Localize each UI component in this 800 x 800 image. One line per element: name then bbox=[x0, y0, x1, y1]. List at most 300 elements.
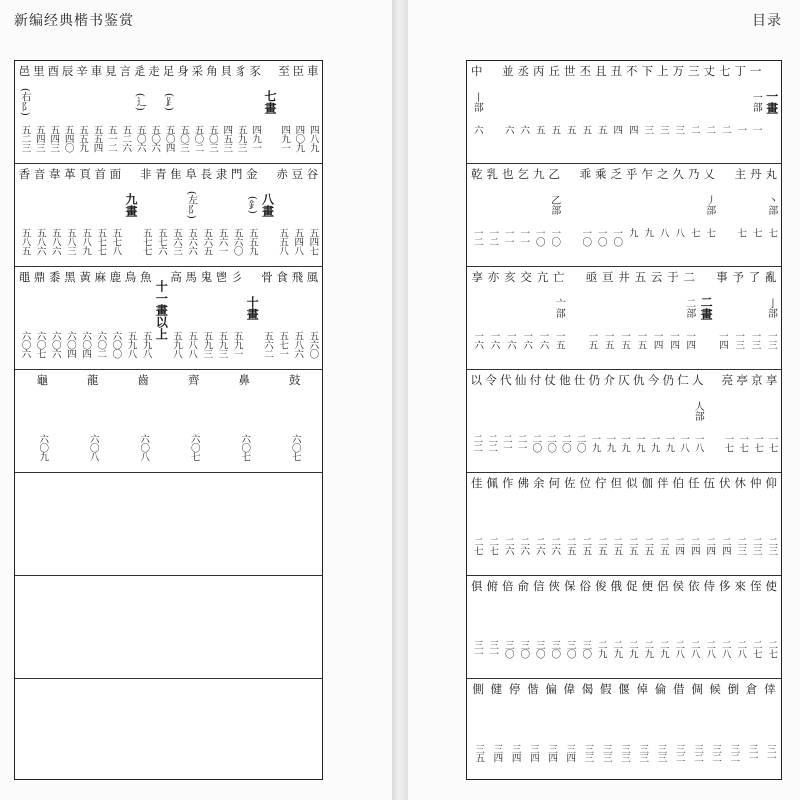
entry-character: 仇 bbox=[632, 373, 645, 387]
index-entry bbox=[516, 64, 532, 163]
index-entry bbox=[764, 579, 780, 678]
page-number: 五八三 bbox=[64, 228, 76, 255]
radical-label: (⻌) bbox=[134, 92, 146, 111]
index-entry bbox=[485, 167, 501, 266]
page-number: 五八六 bbox=[49, 228, 61, 255]
index-entry bbox=[229, 270, 244, 369]
page-number: 一六 bbox=[521, 331, 533, 349]
entry-character: 事 bbox=[716, 270, 728, 284]
entry-character: 偃 bbox=[618, 682, 630, 696]
page-number: 二五 bbox=[611, 537, 623, 555]
index-entry bbox=[624, 167, 640, 266]
entry-character: 且 bbox=[595, 64, 607, 78]
page-number: 一 bbox=[750, 125, 762, 134]
index-entry bbox=[624, 476, 640, 575]
page-number: 三三 bbox=[637, 744, 649, 762]
entry-character: 乞 bbox=[517, 167, 529, 181]
index-entry bbox=[688, 682, 706, 782]
entry-character: 佇 bbox=[595, 476, 607, 490]
entry-character: 介 bbox=[603, 373, 615, 387]
entry-character: 豸 bbox=[234, 64, 247, 78]
index-row-band bbox=[15, 473, 322, 576]
page-number: 一〇 bbox=[533, 228, 545, 246]
page-number: 六〇八 bbox=[87, 434, 99, 461]
running-head-book-title: 新编经典楷书鉴赏 bbox=[14, 13, 134, 29]
entry-character: 候 bbox=[709, 682, 721, 696]
entry-character: 仕 bbox=[573, 373, 586, 387]
entry-character: 骨 bbox=[261, 270, 273, 284]
entry-character: 魚 bbox=[139, 270, 152, 284]
entry-character: 乃 bbox=[688, 167, 700, 181]
index-entry bbox=[500, 64, 516, 163]
index-entry bbox=[609, 167, 625, 266]
page-number: 三四 bbox=[509, 744, 521, 762]
index-entry bbox=[671, 476, 687, 575]
entry-character: 不 bbox=[626, 64, 638, 78]
entry-character: 頁 bbox=[79, 167, 91, 181]
entry-character: 來 bbox=[734, 579, 746, 593]
index-entry bbox=[513, 373, 528, 472]
index-entry bbox=[633, 682, 651, 782]
entry-character: 俱 bbox=[471, 579, 483, 593]
index-entry bbox=[199, 270, 214, 369]
entry-character: 井 bbox=[618, 270, 630, 284]
radical-label: 亅部 bbox=[765, 297, 777, 318]
page-number: 五二六 bbox=[120, 125, 132, 152]
page-number: 五九三 bbox=[235, 125, 247, 152]
page-number: 三四 bbox=[527, 744, 539, 762]
running-head-contents: 目录 bbox=[752, 13, 782, 29]
index-entry bbox=[640, 167, 656, 266]
entry-character: 伴 bbox=[657, 476, 669, 490]
page-number: 三二 bbox=[728, 744, 740, 762]
page-number: 一五 bbox=[635, 331, 647, 349]
index-entry bbox=[617, 373, 632, 472]
page-number: 二八 bbox=[719, 640, 731, 658]
page-number: 二八 bbox=[735, 640, 747, 658]
index-entry bbox=[587, 373, 602, 472]
page-number: 四 bbox=[626, 125, 638, 134]
index-entry bbox=[717, 579, 733, 678]
page-number: 三一 bbox=[471, 640, 483, 658]
page-number: 一七 bbox=[766, 434, 778, 452]
page-number: 五〇六 bbox=[149, 125, 161, 152]
index-entry bbox=[108, 167, 123, 266]
page-number: 二一 bbox=[515, 434, 527, 452]
page-number: 五九八 bbox=[171, 331, 183, 358]
entry-character: 人 bbox=[692, 373, 704, 387]
page-number: 五 bbox=[595, 125, 607, 134]
page-number: 五八五 bbox=[19, 228, 31, 255]
entry-character: 豆 bbox=[291, 167, 304, 181]
index-entry bbox=[717, 476, 733, 575]
page-number: 一九 bbox=[604, 434, 616, 452]
page-number: 五〇三 bbox=[206, 125, 218, 152]
index-entry bbox=[651, 682, 669, 782]
index-entry bbox=[93, 270, 108, 369]
index-table-right bbox=[466, 60, 782, 780]
entry-character: 于 bbox=[667, 270, 679, 284]
entry-character: 偈 bbox=[581, 682, 594, 696]
index-entry bbox=[516, 579, 532, 678]
entry-character: 任 bbox=[688, 476, 700, 490]
page-number: 三〇 bbox=[549, 640, 561, 658]
page-number: 三〇 bbox=[564, 640, 576, 658]
page-number: 一九 bbox=[648, 434, 660, 452]
radical-label: 一部 bbox=[750, 91, 762, 112]
entry-character: 黃 bbox=[79, 270, 91, 284]
index-entry bbox=[169, 373, 220, 472]
page-number: 五七八 bbox=[110, 228, 122, 255]
stroke-heading-text: 一畫 bbox=[764, 89, 779, 114]
page-number: 五五九 bbox=[77, 125, 89, 152]
page-number: 六 bbox=[518, 125, 530, 134]
entry-character: 位 bbox=[579, 476, 591, 490]
entry-character: 信 bbox=[533, 579, 545, 593]
index-entry bbox=[184, 167, 199, 266]
entry-character: 也 bbox=[502, 167, 514, 181]
entry-character: 丸 bbox=[765, 167, 777, 181]
page-number: 一三 bbox=[733, 331, 745, 349]
index-row-band bbox=[467, 164, 781, 267]
left-page bbox=[0, 0, 392, 800]
page-number: 八 bbox=[673, 228, 685, 237]
page-number: 一〇 bbox=[611, 228, 623, 246]
page-number: 五四七 bbox=[307, 228, 319, 255]
entry-character: 麻 bbox=[94, 270, 106, 284]
index-entry bbox=[597, 682, 615, 782]
stroke-count-heading bbox=[262, 64, 276, 163]
index-entry bbox=[578, 476, 594, 575]
page-number: 二五 bbox=[580, 537, 592, 555]
index-row-band bbox=[467, 61, 781, 164]
entry-character: 長 bbox=[200, 167, 213, 181]
entry-character: 俊 bbox=[595, 579, 607, 593]
index-entry bbox=[702, 579, 718, 678]
index-entry bbox=[733, 476, 749, 575]
page-number: 四八九 bbox=[307, 125, 319, 152]
page-number: 一九 bbox=[633, 434, 645, 452]
index-entry bbox=[516, 167, 532, 266]
entry-character: 身 bbox=[177, 64, 189, 78]
index-entry bbox=[469, 167, 485, 266]
entry-character: 亂 bbox=[765, 270, 777, 284]
page-number: 五二三 bbox=[19, 125, 31, 152]
index-entry bbox=[578, 579, 594, 678]
right-page bbox=[408, 0, 800, 800]
radical-label: 人部 bbox=[692, 400, 704, 421]
entry-character: 侍 bbox=[703, 579, 715, 593]
page-number: 一二 bbox=[471, 228, 483, 246]
page-number: 三三 bbox=[655, 744, 667, 762]
entry-character: 丞 bbox=[517, 64, 529, 78]
index-entry bbox=[93, 167, 108, 266]
index-entry bbox=[500, 167, 516, 266]
page-number: 一〇 bbox=[580, 228, 592, 246]
page-number: 一 bbox=[735, 125, 747, 134]
page-number: 五〇六 bbox=[134, 125, 146, 152]
index-entry bbox=[567, 270, 583, 369]
page-number: 二五 bbox=[626, 537, 638, 555]
page-number: 九 bbox=[642, 228, 654, 237]
index-entry bbox=[229, 167, 244, 266]
entry-character: 鬯 bbox=[215, 270, 228, 284]
entry-character: 假 bbox=[600, 682, 612, 696]
index-entry bbox=[578, 167, 594, 266]
page-number: 六〇六 bbox=[19, 331, 31, 358]
page-number: 一二 bbox=[487, 228, 499, 246]
page-number: 二〇 bbox=[530, 434, 542, 452]
stroke-heading-text: 九畫 bbox=[124, 192, 139, 217]
entry-character: 世 bbox=[564, 64, 576, 78]
entry-character: 健 bbox=[490, 682, 503, 696]
index-entry bbox=[219, 373, 270, 472]
entry-character: 倜 bbox=[691, 682, 703, 696]
page-number: 三〇 bbox=[580, 640, 592, 658]
entry-character: 二 bbox=[683, 270, 696, 284]
index-entry bbox=[531, 167, 547, 266]
page-number: 一七 bbox=[751, 434, 763, 452]
page-number: 二 bbox=[719, 125, 731, 134]
page-number: 二七 bbox=[766, 640, 778, 658]
entry-character: 万 bbox=[672, 64, 684, 78]
index-entry bbox=[89, 64, 103, 163]
page-number: 三一 bbox=[746, 744, 758, 762]
entry-character: 倬 bbox=[636, 682, 648, 696]
page-number: 五 bbox=[564, 125, 576, 134]
index-entry bbox=[531, 579, 547, 678]
entry-character: 鹿 bbox=[109, 270, 122, 284]
page-number: 五七一 bbox=[277, 331, 289, 358]
page-number: 二六 bbox=[518, 537, 530, 555]
page-number: 一九 bbox=[618, 434, 630, 452]
entry-character: 了 bbox=[748, 270, 761, 284]
index-row-band bbox=[467, 679, 781, 782]
page-number: 一五 bbox=[602, 331, 614, 349]
entry-character: 車 bbox=[307, 64, 319, 78]
index-entry bbox=[743, 682, 761, 782]
index-entry bbox=[593, 167, 609, 266]
entry-character: 伽 bbox=[641, 476, 653, 490]
page-number: 九 bbox=[626, 228, 638, 237]
entry-character: 臣 bbox=[292, 64, 305, 78]
index-row-band bbox=[15, 679, 322, 782]
entry-character: 依 bbox=[688, 579, 700, 593]
entry-character: 倍 bbox=[502, 579, 514, 593]
index-entry bbox=[123, 270, 138, 369]
entry-character: 辛 bbox=[76, 64, 88, 78]
index-entry bbox=[547, 64, 563, 163]
radical-label: 丶部 bbox=[765, 194, 777, 215]
index-entry bbox=[161, 64, 175, 163]
entry-character: 仍 bbox=[588, 373, 601, 387]
entry-character: 隹 bbox=[170, 167, 182, 181]
index-entry bbox=[748, 579, 764, 678]
page-number: 二五 bbox=[595, 537, 607, 555]
page-number: 五七七 bbox=[140, 228, 152, 255]
index-entry bbox=[108, 270, 123, 369]
index-entry bbox=[542, 682, 560, 782]
index-entry bbox=[600, 270, 616, 369]
index-entry bbox=[528, 373, 543, 472]
index-entry bbox=[706, 682, 724, 782]
page-number: 二五 bbox=[657, 537, 669, 555]
page-number: 一〇 bbox=[595, 228, 607, 246]
entry-character: 鬼 bbox=[200, 270, 213, 284]
entry-character: 俞 bbox=[517, 579, 529, 593]
page-number: 六〇〇 bbox=[110, 331, 122, 358]
index-entry bbox=[138, 270, 153, 369]
index-entry bbox=[505, 682, 523, 782]
entry-character: 仁 bbox=[677, 373, 689, 387]
index-entry bbox=[733, 579, 749, 678]
index-entry bbox=[670, 682, 688, 782]
page-number: 六 bbox=[502, 125, 514, 134]
page-number: 一八 bbox=[692, 434, 704, 452]
page-number: 五四三 bbox=[48, 125, 60, 152]
index-entry bbox=[640, 64, 656, 163]
entry-character: 仄 bbox=[618, 373, 630, 387]
index-entry bbox=[275, 167, 290, 266]
entry-character: 革 bbox=[64, 167, 76, 181]
index-row-band bbox=[467, 473, 781, 576]
index-entry bbox=[764, 373, 779, 472]
index-entry bbox=[68, 373, 119, 472]
page-number: 五九八 bbox=[125, 331, 137, 358]
entry-character: 高 bbox=[170, 270, 182, 284]
index-entry bbox=[469, 373, 484, 472]
entry-character: 鼓 bbox=[289, 373, 301, 387]
page-number: 五一二 bbox=[105, 125, 117, 152]
page-number: 一六 bbox=[472, 331, 484, 349]
page-number: 二八 bbox=[688, 640, 700, 658]
index-entry bbox=[78, 167, 93, 266]
page-number: 五五八 bbox=[277, 228, 289, 255]
entry-character: 采 bbox=[191, 64, 204, 78]
index-entry bbox=[290, 167, 305, 266]
page-number: 五六〇 bbox=[307, 331, 319, 358]
page-number: 一九 bbox=[663, 434, 675, 452]
page-number: 五四三 bbox=[33, 125, 45, 152]
stroke-count-heading bbox=[764, 64, 780, 163]
page-number: 二四 bbox=[719, 537, 731, 555]
index-entry bbox=[291, 64, 305, 163]
entry-character: 黽 bbox=[18, 270, 31, 284]
index-entry bbox=[469, 579, 485, 678]
entry-character: 伯 bbox=[672, 476, 684, 490]
page-number: 六〇七 bbox=[34, 331, 46, 358]
index-entry bbox=[655, 64, 671, 163]
index-entry bbox=[562, 476, 578, 575]
index-entry bbox=[578, 64, 594, 163]
page-number: 一五 bbox=[619, 331, 631, 349]
index-entry bbox=[714, 270, 730, 369]
index-entry bbox=[640, 579, 656, 678]
entry-character: 享 bbox=[471, 270, 483, 284]
entry-character: 一 bbox=[750, 64, 762, 78]
entry-character: 走 bbox=[148, 64, 160, 78]
page-number: 五九一 bbox=[231, 331, 243, 358]
entry-character: 伏 bbox=[719, 476, 731, 490]
page-number: 四五三 bbox=[221, 125, 233, 152]
index-entry bbox=[168, 270, 183, 369]
page-number: 六〇四 bbox=[80, 331, 92, 358]
entry-character: 阜 bbox=[185, 167, 197, 181]
index-entry bbox=[655, 579, 671, 678]
entry-character: 仰 bbox=[765, 476, 777, 490]
page-number: 三三 bbox=[600, 744, 612, 762]
index-entry bbox=[17, 167, 32, 266]
stroke-heading-text: 八畫 bbox=[260, 192, 275, 217]
index-entry bbox=[690, 373, 705, 472]
index-entry bbox=[676, 373, 691, 472]
entry-character: 言 bbox=[119, 64, 132, 78]
entry-character: 齒 bbox=[137, 373, 149, 387]
index-entry bbox=[62, 270, 77, 369]
index-row-band bbox=[467, 267, 781, 370]
page-number: 二四 bbox=[704, 537, 716, 555]
entry-character: 至 bbox=[278, 64, 290, 78]
index-entry bbox=[593, 579, 609, 678]
entry-character: 佛 bbox=[517, 476, 529, 490]
page-number: 二五 bbox=[564, 537, 576, 555]
index-entry bbox=[306, 64, 320, 163]
index-entry bbox=[62, 167, 77, 266]
index-entry bbox=[686, 167, 702, 266]
index-entry bbox=[118, 373, 169, 472]
page-number: 三二 bbox=[710, 744, 722, 762]
page-number: 六〇二 bbox=[95, 331, 107, 358]
entry-character: 使 bbox=[765, 579, 777, 593]
page-number: 一一 bbox=[518, 228, 530, 246]
entry-character: 五 bbox=[634, 270, 647, 284]
index-entry bbox=[717, 167, 733, 266]
page-number: 三一 bbox=[764, 744, 776, 762]
entry-character: 亭 bbox=[736, 373, 748, 387]
page-number: 二五 bbox=[642, 537, 654, 555]
page-number: 三 bbox=[642, 125, 654, 134]
page-number: 二七 bbox=[471, 537, 483, 555]
index-entry bbox=[615, 682, 633, 782]
index-entry bbox=[498, 373, 513, 472]
entry-character: 偉 bbox=[563, 682, 576, 696]
index-entry bbox=[735, 373, 750, 472]
entry-character: 面 bbox=[109, 167, 122, 181]
index-entry bbox=[686, 64, 702, 163]
index-entry bbox=[547, 579, 563, 678]
entry-character: 青 bbox=[155, 167, 167, 181]
entry-character: 何 bbox=[548, 476, 560, 490]
entry-character: 豕 bbox=[249, 64, 261, 78]
index-entry bbox=[214, 270, 229, 369]
index-entry bbox=[733, 167, 749, 266]
entry-character: 龜 bbox=[36, 373, 48, 387]
entry-character: 付 bbox=[529, 373, 542, 387]
page-number: 三四 bbox=[546, 744, 558, 762]
entry-character: 余 bbox=[533, 476, 545, 490]
entry-character: 彡 bbox=[230, 270, 243, 284]
index-entry bbox=[17, 373, 68, 472]
index-entry bbox=[562, 167, 578, 266]
index-entry bbox=[485, 64, 501, 163]
radical-label: (⻊) bbox=[163, 92, 175, 111]
page-number: 五六五 bbox=[201, 228, 213, 255]
entry-character: 鳥 bbox=[124, 270, 137, 284]
index-entry bbox=[572, 373, 587, 472]
entry-character: 上 bbox=[657, 64, 669, 78]
entry-character: 丘 bbox=[548, 64, 560, 78]
entry-character: 便 bbox=[641, 579, 653, 593]
